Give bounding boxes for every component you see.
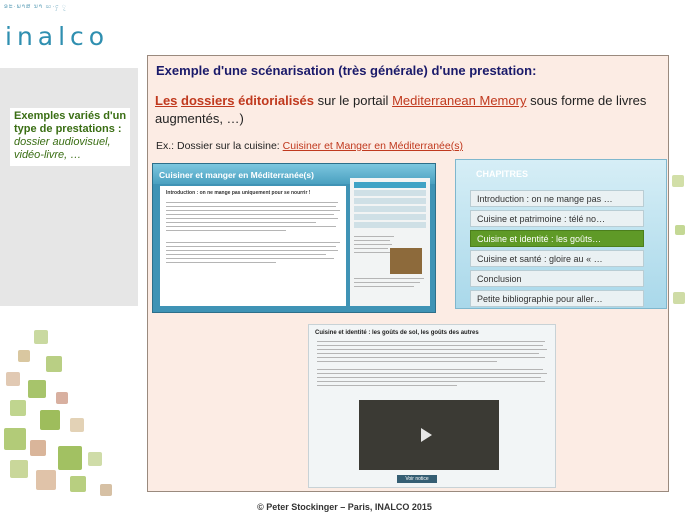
video-page-title: Cuisine et identité : les goûts de sol, les goûts des autres	[315, 330, 479, 336]
chapter-item[interactable]: Cuisine et santé : gloire au « …	[470, 250, 644, 267]
chapter-item-active[interactable]: Cuisine et identité : les goûts…	[470, 230, 644, 247]
logo-inalco: inalco	[5, 22, 110, 51]
chapter-item[interactable]: Petite bibliographie pour aller…	[470, 290, 644, 307]
chapter-item[interactable]: Conclusion	[470, 270, 644, 287]
video-player[interactable]	[359, 400, 499, 470]
screenshot-video	[308, 324, 556, 488]
text-editorialises: éditorialisés	[238, 93, 315, 108]
example-prefix: Ex.: Dossier sur la cuisine:	[156, 140, 283, 152]
article-thumbnail	[390, 248, 422, 274]
text-end: sous forme de livres augmentés, …)	[155, 93, 647, 126]
voir-notice-button[interactable]: Voir notice	[397, 475, 437, 483]
footer-copyright: © Peter Stockinger – Paris, INALCO 2015	[257, 502, 432, 512]
article-body	[160, 186, 346, 306]
left-label-box	[10, 108, 130, 166]
article-sidebar	[350, 178, 430, 306]
text-les: Les	[155, 93, 178, 108]
chapters-heading: CHAPITRES	[476, 169, 529, 179]
link-dossiers[interactable]: dossiers	[181, 93, 235, 108]
link-mediterranean-memory[interactable]: Mediterranean Memory	[392, 93, 527, 108]
chapter-item[interactable]: Introduction : on ne mange pas …	[470, 190, 644, 207]
left-decor-strip	[0, 68, 138, 306]
panel-paragraph	[155, 92, 660, 128]
main-panel	[147, 55, 669, 492]
play-icon[interactable]	[421, 428, 432, 442]
link-cuisiner[interactable]: Cuisiner et Manger en Méditerranée(s)	[282, 140, 463, 152]
article-intro: Introduction : on ne mange pas uniquement pour se nourrir !	[166, 190, 311, 196]
panel-title: Exemple d'une scénarisation (très générale) d'une prestation:	[156, 63, 537, 78]
logo-scripts: ອະ·ພາສ ນາ ႀ·ႁ ႂ	[4, 4, 67, 10]
example-line	[156, 140, 463, 152]
text-mid: sur le portail	[314, 93, 393, 108]
screenshot-article	[152, 163, 436, 313]
article-title: Cuisiner et manger en Méditerranée(s)	[159, 170, 314, 180]
left-heading: Exemples variés d'un type de prestations :	[14, 110, 127, 135]
left-subtext: dossier audiovisuel, vidéo-livre, …	[14, 136, 111, 161]
chapter-item[interactable]: Cuisine et patrimoine : télé no…	[470, 210, 644, 227]
screenshot-chapters	[455, 159, 667, 309]
